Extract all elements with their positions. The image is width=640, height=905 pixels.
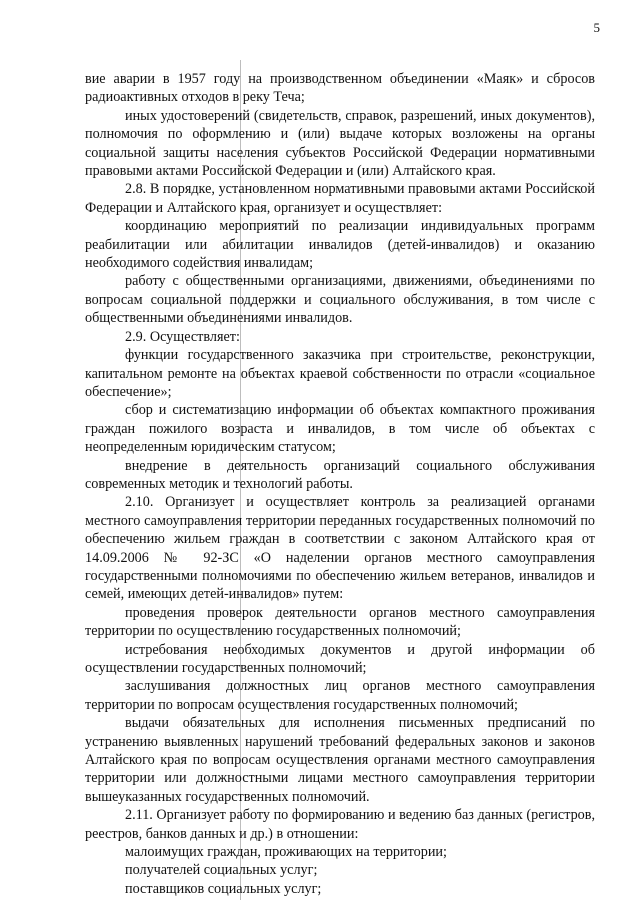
paragraph: иных удостоверений (свидетельств, справок, разрешений, иных документов), полномочия по оформлению и (или) выдаче которых возложены на органы социальной защиты населения субъектов Российской Федерации нормативными правовыми актами Российской Федерации и (или) Алтайского края. — [85, 107, 595, 180]
paragraph: 2.8. В порядке, установленном нормативными правовыми актами Российской Федерации и Алтайского края, организует и осуществляет: — [85, 181, 595, 216]
paragraph: внедрение в деятельность организаций социального обслуживания современных методик и технологий работы. — [85, 457, 595, 492]
paragraph: 2.9. Осуществляет: — [125, 328, 240, 345]
paragraph: малоимущих граждан, проживающих на территории; — [125, 844, 447, 861]
paragraph: координацию мероприятий по реализации индивидуальных программ реабилитации или абилитации инвалидов (детей-инвалидов) и оказанию необходимого содействия инвалидам; — [85, 218, 595, 272]
paragraph: сбор и систематизацию информации об объектах компактного проживания граждан пожилого возраста и инвалидов, в том числе об объектах с неопределенным юридическим статусом; — [85, 402, 595, 456]
paragraph: поставщиков социальных услуг; — [125, 880, 322, 897]
paragraph: получателей социальных услуг; — [125, 862, 318, 879]
document-body — [85, 70, 595, 898]
paragraph: вие аварии в 1957 году на производственном объединении «Маяк» и сбросов радиоактивных отходов в реку Теча; — [85, 71, 595, 106]
paragraph: проведения проверок деятельности органов местного самоуправления территории по осуществлению государственных полномочий; — [85, 604, 595, 640]
paragraph: выдачи обязательных для исполнения письменных предписаний по устранению выявленных нарушений требований федеральных законов и законов Алтайского края по вопросам осуществления органами местного самоуправления территории или должностными лицами местного самоуправления территории вышеуказанных государственных полномочий. — [85, 715, 595, 805]
paragraph: 2.11. Организует работу по формированию и ведению баз данных (регистров, реестров, банков данных и др.) в отношении: — [85, 807, 595, 842]
paragraph: функции государственного заказчика при строительстве, реконструкции, капитальном ремонте на объектах краевой собственности по отрасли «социальное обеспечение»; — [85, 347, 595, 400]
paragraph: истребования необходимых документов и другой информации об осуществлении государственных полномочий; — [85, 641, 595, 676]
page-number: 5 — [593, 20, 600, 35]
paragraph: 2.10. Организует и осуществляет контроль за реализацией органами местного самоуправления территории переданных государственных полномочий по обеспечению жильем граждан в соответствии с законом Алтайского края от 14.09.2006 № 92-ЗС «О наделении органов местного самоуправления государственными полномочиями по обеспечению жильем ветеранов, инвалидов и семей, имеющих детей-инвалидов» путем: — [85, 494, 595, 603]
paragraph: работу с общественными организациями, движениями, объединениями по вопросам социальной поддержки и социального обслуживания, в том числе с общественными объединениями инвалидов. — [85, 273, 595, 327]
paragraph: заслушивания должностных лиц органов местного самоуправления территории по вопросам осуществления государственных полномочий; — [85, 678, 595, 713]
